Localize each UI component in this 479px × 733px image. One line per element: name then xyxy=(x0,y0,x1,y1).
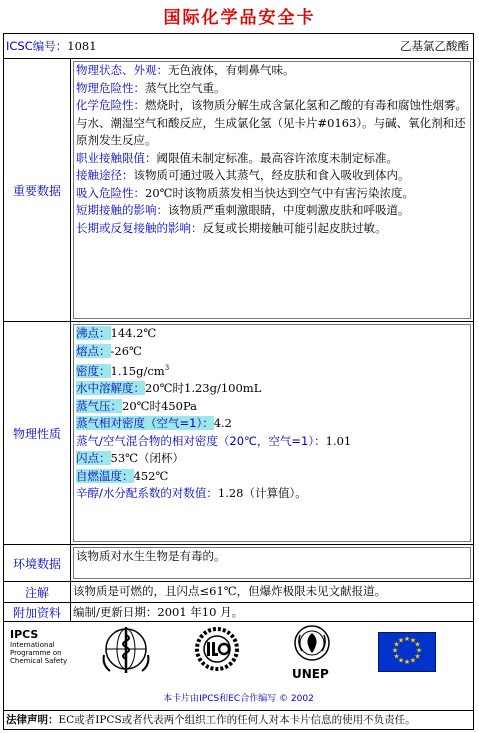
physical-item xyxy=(74,433,470,451)
svg-text:★: ★ xyxy=(415,646,423,655)
physical-item-label: 蒸气相对密度（空气=1）： xyxy=(76,416,214,431)
physical-item-label: 熔点： xyxy=(76,343,111,358)
environment-text: 该物质对水生生物是有毒的。 xyxy=(76,549,226,563)
svg-text:★: ★ xyxy=(403,635,411,643)
important-item-value: 该物质严重刺激眼睛，中度刺激皮肤和呼吸道。 xyxy=(168,203,410,217)
physical-item-value: 1.28（计算值）。 xyxy=(217,486,307,501)
unep-label: UNEP xyxy=(292,667,329,681)
cooperation-note: 本卡片由IPCS和EC合作编写 © 2002 xyxy=(163,694,314,704)
section-important xyxy=(71,59,473,321)
important-item xyxy=(74,202,470,220)
section-physical-label: 物理性质 xyxy=(12,426,61,441)
physical-box xyxy=(73,324,471,542)
important-item-value: 反复或长期接触可能引起皮肤过敏。 xyxy=(202,220,387,235)
svg-text:★: ★ xyxy=(393,640,400,649)
important-item-value: 燃烧时，该物质分解生成含氯化氢和乙酸的有毒和腐蚀性烟雾。与水、潮湿空气和酸反应，生成氯化氢（见卡片#0163）。与碱、氧化剂和还原剂发生反应。 xyxy=(76,98,467,147)
physical-item xyxy=(74,380,470,398)
important-item-value: 阈限值未制定标准。最高容许浓度未制定标准。 xyxy=(156,150,398,165)
icsc-label: ICSC编号： xyxy=(6,39,68,53)
physical-item-label: 沸点： xyxy=(76,326,111,340)
physical-item xyxy=(74,485,470,503)
important-item xyxy=(74,62,470,80)
physical-item xyxy=(74,325,470,343)
additional-text: 编制/更新日期：2001 年10 月。 xyxy=(73,605,244,619)
section-additional xyxy=(71,603,473,621)
important-item xyxy=(74,80,470,98)
ipcs-line2: Programme on xyxy=(10,649,62,657)
important-item xyxy=(74,167,470,185)
card-header xyxy=(4,34,473,58)
physical-item-value: 1.01 xyxy=(325,433,352,448)
legal-notice xyxy=(4,710,475,731)
important-item-label: 接触途径： xyxy=(76,168,134,182)
physical-item-value: 20℃时450Pa xyxy=(122,398,198,413)
physical-item-label: 蒸气压： xyxy=(76,398,122,413)
icsc-id xyxy=(6,38,97,54)
svg-text:★: ★ xyxy=(397,636,405,645)
svg-text:★: ★ xyxy=(397,656,405,665)
svg-text:★: ★ xyxy=(409,656,417,665)
physical-item xyxy=(74,398,470,416)
important-box xyxy=(73,61,471,319)
important-item-label: 物理状态、外观： xyxy=(76,63,168,77)
physical-item-label: 水中溶解度： xyxy=(76,381,145,396)
ilo-emblem-icon xyxy=(192,625,242,675)
physical-item xyxy=(74,360,470,380)
section-environment xyxy=(71,545,473,581)
physical-item-value: 144.2℃ xyxy=(110,326,157,340)
section-environment-label: 环境数据 xyxy=(12,556,61,571)
section-notes-label: 注解 xyxy=(24,585,49,600)
safety-card xyxy=(3,33,474,730)
physical-item-label: 自燃温度： xyxy=(76,468,134,483)
important-item xyxy=(74,220,470,238)
important-item-label: 化学危险性： xyxy=(76,98,145,112)
legal-text: EC或者IPCS或者代表两个组织工作的任何人对本卡片信息的使用不负责任。 xyxy=(58,714,416,726)
important-item-label: 吸入危险性： xyxy=(76,185,145,200)
physical-item-value: 53℃（闭杯） xyxy=(110,451,184,466)
physical-item xyxy=(74,415,470,433)
ipcs-logo xyxy=(10,628,67,665)
ipcs-line1: International xyxy=(10,641,55,649)
physical-item-value: 4.2 xyxy=(213,416,232,431)
important-item-value: 无色液体，有刺鼻气味。 xyxy=(168,63,295,77)
physical-item-label: 闪点： xyxy=(76,451,111,466)
physical-item-label: 辛醇/水分配系数的对数值： xyxy=(76,486,218,501)
svg-text:★: ★ xyxy=(409,636,417,645)
important-item xyxy=(74,150,470,168)
logo-footer xyxy=(4,621,473,709)
important-item-value: 蒸气比空气重。 xyxy=(145,80,226,95)
section-important-label: 重要数据 xyxy=(12,183,61,198)
chemical-name: 乙基氯乙酸酯 xyxy=(400,39,469,53)
important-item-value: 该物质可通过吸入其蒸气，经皮肤和食入吸收到体内。 xyxy=(133,168,410,182)
environment-box xyxy=(73,547,471,579)
important-item-label: 职业接触限值： xyxy=(76,150,157,165)
svg-text:★: ★ xyxy=(393,652,400,661)
important-item-label: 长期或反复接触的影响： xyxy=(76,220,203,235)
physical-item-value: 20℃时1.23g/100mL xyxy=(145,381,262,396)
important-item-label: 物理危险性： xyxy=(76,80,145,95)
section-physical xyxy=(71,322,473,544)
physical-item xyxy=(74,343,470,361)
svg-text:★: ★ xyxy=(391,646,399,655)
section-notes xyxy=(71,582,473,602)
ipcs-abbr: IPCS xyxy=(10,628,39,641)
icsc-number: 1081 xyxy=(67,39,97,53)
physical-item-value: 452℃ xyxy=(133,468,169,483)
section-additional-label: 附加资料 xyxy=(12,605,61,620)
physical-item-label: 密度： xyxy=(76,363,111,378)
notes-text: 该物质是可燃的，且闪点≤61℃，但爆炸极限未见文献报道。 xyxy=(73,584,387,598)
important-item xyxy=(74,97,470,150)
card-title: 国际化学品安全卡 xyxy=(163,8,316,28)
important-item-value: 20℃时该物质蒸发相当快达到空气中有害污染浓度。 xyxy=(145,185,414,200)
physical-item-label: 蒸气/空气混合物的相对密度（20℃，空气=1）： xyxy=(76,433,326,448)
physical-item xyxy=(74,468,470,486)
physical-item-superscript: 3 xyxy=(164,364,170,372)
svg-text:★: ★ xyxy=(403,658,411,666)
physical-item-value: -26℃ xyxy=(110,343,142,358)
legal-label: 法律声明： xyxy=(6,714,59,726)
who-emblem-icon xyxy=(100,625,152,675)
physical-item xyxy=(74,450,470,468)
unep-emblem-icon xyxy=(287,623,337,667)
svg-text:★: ★ xyxy=(414,640,421,649)
svg-text:★: ★ xyxy=(414,652,421,661)
ipcs-line3: Chemical Safety xyxy=(10,657,68,665)
eu-flag-icon xyxy=(378,632,436,672)
important-item xyxy=(74,185,470,203)
physical-item-value: 1.15g/cm xyxy=(110,363,165,378)
important-item-label: 短期接触的影响： xyxy=(76,203,168,217)
